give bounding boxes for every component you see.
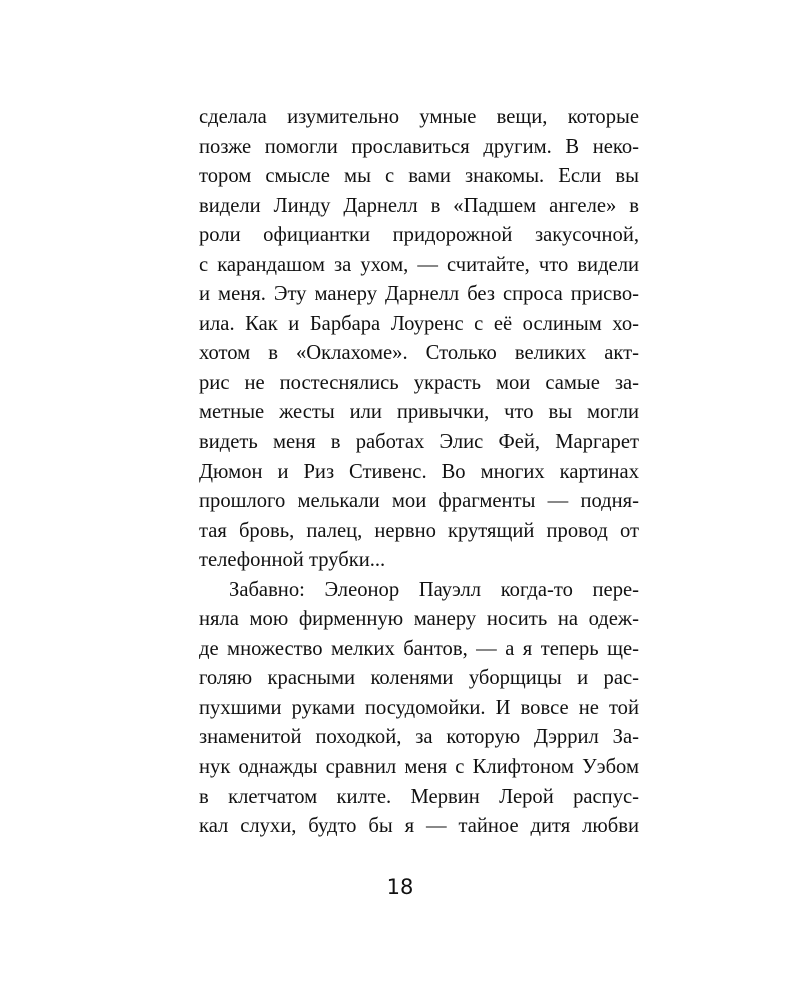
text-line: голяю красными коленями уборщицы и рас- [199, 667, 639, 690]
text-line: с карандашом за ухом, — считайте, что видели [199, 253, 639, 276]
text-line: в клетчатом килте. Мервин Лерой распус- [199, 785, 639, 808]
text-line: прошлого мелькали мои фрагменты — подня- [199, 490, 639, 513]
text-line: кал слухи, будто бы я — тайное дитя любви [199, 815, 639, 838]
text-line: рис не постеснялись украсть мои самые за- [199, 371, 639, 394]
text-line: телефонной трубки... [199, 549, 386, 572]
text-line: пухшими руками посудомойки. И вовсе не той [199, 696, 639, 719]
text-line: тором смысле мы с вами знакомы. Если вы [199, 165, 639, 188]
text-line: Дюмон и Риз Стивенс. Во многих картинах [199, 460, 639, 483]
text-line: метные жесты или привычки, что вы могли [199, 401, 639, 424]
text-line: роли официантки придорожной закусочной, [199, 224, 639, 247]
text-line: знаменитой походкой, за которую Дэррил За- [199, 726, 639, 749]
text-block [199, 103, 639, 842]
text-line: ила. Как и Барбара Лоуренс с её ослиным хо- [199, 312, 639, 335]
text-line: няла мою фирменную манеру носить на одеж- [199, 608, 639, 631]
text-line: видеть меня в работах Элис Фей, Маргарет [199, 431, 639, 454]
text-line: и меня. Эту манеру Дарнелл без спроса присво- [199, 283, 639, 306]
text-line: сделала изумительно умные вещи, которые [199, 106, 639, 128]
text-line: тая бровь, палец, нервно крутящий провод от [199, 519, 639, 542]
paragraph-2 [199, 576, 639, 842]
text-line: нук однажды сравнил меня с Клифтоном Уэбом [199, 756, 639, 779]
page-number: 18 [386, 875, 414, 899]
text-line: хотом в «Оклахоме». Столько великих акт- [199, 342, 639, 365]
text-line: позже помогли прославиться другим. В неко- [199, 135, 639, 158]
text-line: видели Линду Дарнелл в «Падшем ангеле» в [199, 194, 639, 217]
paragraph-1 [199, 103, 639, 576]
text-line: де множество мелких бантов, — а я теперь ще- [199, 637, 639, 660]
text-line: Забавно: Элеонор Пауэлл когда-то пере- [229, 578, 639, 601]
